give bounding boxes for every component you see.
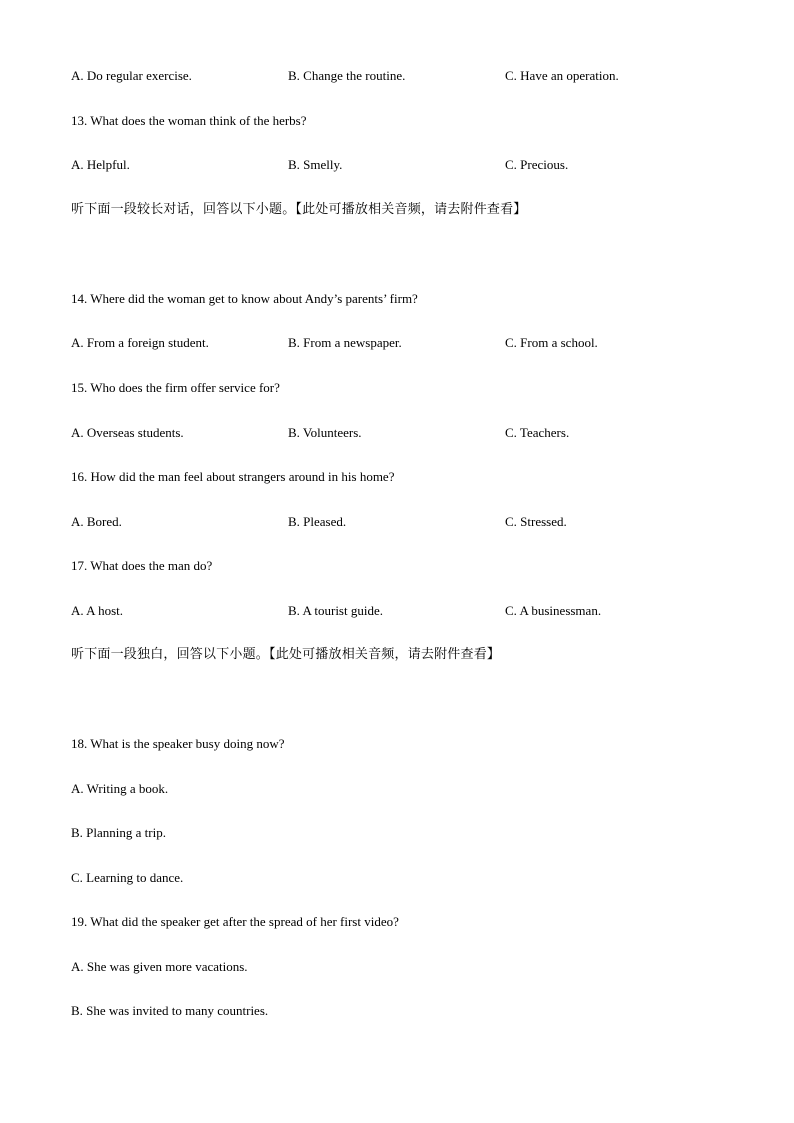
q19-option-b: B. She was invited to many countries. <box>71 1003 269 1018</box>
q17-option-b: B. A tourist guide. <box>288 603 383 618</box>
q13-option-c: C. Precious. <box>505 157 569 172</box>
q16-option-b: B. Pleased. <box>288 514 347 529</box>
q18-option-b: B. Planning a trip. <box>71 825 166 840</box>
q14-option-b: B. From a newspaper. <box>288 335 402 350</box>
q12-option-a: A. Do regular exercise. <box>71 68 192 83</box>
q19-option-a: A. She was given more vacations. <box>71 959 248 974</box>
q16-option-a: A. Bored. <box>71 514 122 529</box>
q13-option-a: A. Helpful. <box>71 157 130 172</box>
q15-question: 15. Who does the firm offer service for? <box>71 380 280 395</box>
section-long-dialogue-instruction: 听下面一段较长对话，回答以下小题。【此处可播放相关音频，请去附件查看】 <box>71 202 527 217</box>
q17-question: 17. What does the man do? <box>71 558 213 573</box>
q15-option-b: B. Volunteers. <box>288 425 362 440</box>
q13-question: 13. What does the woman think of the herbs? <box>71 113 307 128</box>
q15-option-a: A. Overseas students. <box>71 425 184 440</box>
q17-option-a: A. A host. <box>71 603 124 618</box>
q13-option-b: B. Smelly. <box>288 157 343 172</box>
q19-question: 19. What did the speaker get after the spread of her first video? <box>71 914 399 929</box>
q18-option-a: A. Writing a book. <box>71 781 169 796</box>
q17-option-c: C. A businessman. <box>505 603 602 618</box>
q18-option-c: C. Learning to dance. <box>71 870 184 885</box>
q18-question: 18. What is the speaker busy doing now? <box>71 736 285 751</box>
q15-option-c: C. Teachers. <box>505 425 570 440</box>
section-monologue-instruction: 听下面一段独白，回答以下小题。【此处可播放相关音频，请去附件查看】 <box>71 647 501 662</box>
q12-option-c: C. Have an operation. <box>505 68 619 83</box>
q14-question: 14. Where did the woman get to know about Andy’s parents’ firm? <box>71 291 418 306</box>
q16-question: 16. How did the man feel about strangers around in his home? <box>71 469 395 484</box>
q16-option-c: C. Stressed. <box>505 514 567 529</box>
q14-option-c: C. From a school. <box>505 335 598 350</box>
q12-option-b: B. Change the routine. <box>288 68 406 83</box>
q14-option-a: A. From a foreign student. <box>71 335 209 350</box>
